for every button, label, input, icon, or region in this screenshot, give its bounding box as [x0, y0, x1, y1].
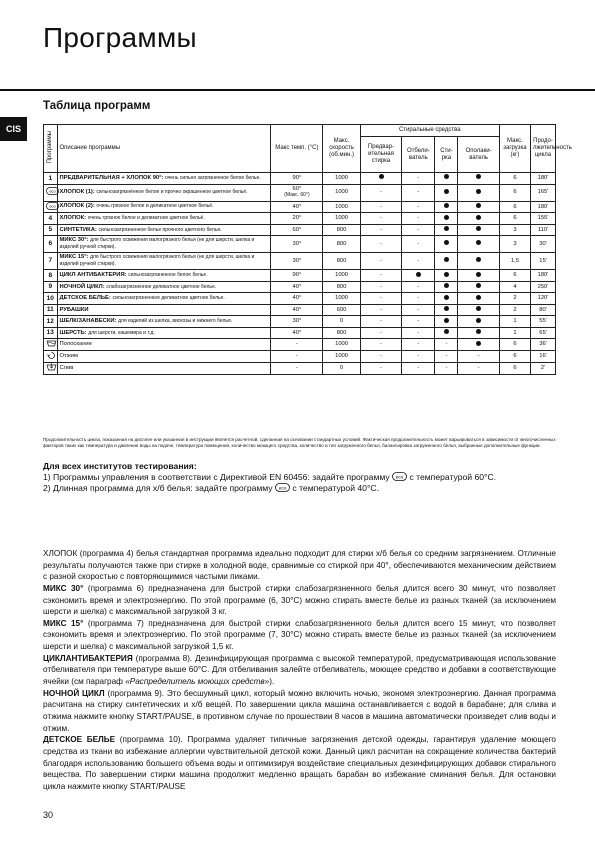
bleach-cell: -	[402, 253, 435, 270]
speed-cell: 1000	[323, 339, 360, 351]
program-description: РУБАШКИ	[57, 304, 271, 316]
table-row	[44, 201, 556, 213]
softener-cell	[458, 213, 500, 225]
col-softener-header: Ополаки-ватель	[458, 137, 500, 173]
duration-cell: 30'	[531, 236, 556, 253]
wash-cell	[435, 304, 458, 316]
load-cell: 3	[499, 236, 530, 253]
speed-cell: 800	[323, 281, 360, 293]
duration-cell: 2'	[531, 363, 556, 375]
program-description: ШЕРСТЬ: для шерсти, кашемира и т.д.	[57, 327, 271, 339]
para-baby-clothes: ДЕТСКОЕ БЕЛЬЕ (программа 10). Программа удаляет типичные загрязнения детской одежды, гарантируя удаление моющего средства из ткани во избежание аллергии чувствительной детской кожи. Данный цикл расчитан на сокращение количества бактерий благодаря использованию большего объема воды и оптимизируя воздействие специальных дезинфицирующих добавок стирального вещества. По завершении стирки машина продолжит медленно вращать барабан во избежание сминания белья. Для остановки цикла нажмите кнопку START/PAUSE	[43, 735, 556, 791]
load-cell: 1,5	[499, 253, 530, 270]
program-number: 10	[44, 293, 58, 305]
speed-cell: 1000	[323, 173, 360, 185]
yes-dot-icon	[444, 215, 449, 220]
program-number: 6	[44, 236, 58, 253]
prewash-cell: -	[360, 184, 402, 201]
svg-text:eco: eco	[49, 203, 56, 209]
program-icon-cell	[44, 184, 58, 201]
yes-dot-icon	[416, 272, 421, 277]
eco-cotton-icon	[275, 483, 290, 492]
prewash-cell: -	[360, 213, 402, 225]
temp-cell: -	[271, 363, 323, 375]
wash-cell: -	[435, 350, 458, 363]
softener-cell	[458, 281, 500, 293]
program-description: СИНТЕТИКА: сильнозагрязненное белье прочного цветного белья.	[57, 224, 271, 236]
test-institutes-note	[43, 461, 556, 495]
prewash-cell: -	[360, 270, 402, 282]
softener-cell	[458, 270, 500, 282]
duration-cell: 250'	[531, 281, 556, 293]
page-title: Программы	[43, 22, 197, 53]
wash-cell	[435, 173, 458, 185]
softener-cell	[458, 304, 500, 316]
program-number: 7	[44, 253, 58, 270]
duration-cell: 15'	[531, 253, 556, 270]
load-cell: 6	[499, 270, 530, 282]
load-cell: 1	[499, 327, 530, 339]
temp-cell: 40°	[271, 327, 323, 339]
table-row	[44, 253, 556, 270]
bleach-cell: -	[402, 363, 435, 375]
program-icon-cell	[44, 201, 58, 213]
temp-cell: -	[271, 350, 323, 363]
load-cell: 6	[499, 339, 530, 351]
speed-cell: 1000	[323, 213, 360, 225]
table-row	[44, 184, 556, 201]
yes-dot-icon	[476, 189, 481, 194]
yes-dot-icon	[476, 341, 481, 346]
speed-cell: 800	[323, 236, 360, 253]
speed-cell: 1000	[323, 270, 360, 282]
yes-dot-icon	[476, 257, 481, 262]
program-number: 8	[44, 270, 58, 282]
programs-table	[43, 124, 572, 375]
temp-cell: 30°	[271, 253, 323, 270]
program-description: Полоскание	[57, 339, 271, 351]
bleach-cell: -	[402, 350, 435, 363]
softener-cell	[458, 293, 500, 305]
temp-cell: 90°	[271, 173, 323, 185]
para-mix30: МИКС 30° (программа 6) предназначена для быстрой стирки слабозагрязненного белья длится всего 30 минут, что позволяет сэкономить время и электроэнергию. По этой программе (6, 30°C) можно стирать вместе белье из разных тканей (за исключением шерсти и шелка) с максимальной загрузкой 3 кг.	[43, 583, 556, 617]
speed-cell: 800	[323, 253, 360, 270]
prewash-cell: -	[360, 316, 402, 328]
program-description: ХЛОПОК (2): очень грязное белое и деликатное цветное бельё.	[57, 201, 271, 213]
temp-cell: 20°	[271, 213, 323, 225]
softener-cell: -	[458, 363, 500, 375]
speed-cell: 800	[323, 224, 360, 236]
col-speed-header: Макс. скорость (об.мин.)	[323, 125, 360, 173]
speed-cell: 600	[323, 304, 360, 316]
yes-dot-icon	[476, 203, 481, 208]
wash-cell	[435, 293, 458, 305]
prewash-cell: -	[360, 363, 402, 375]
yes-dot-icon	[379, 174, 384, 179]
yes-dot-icon	[444, 189, 449, 194]
yes-dot-icon	[444, 257, 449, 262]
program-number: 5	[44, 224, 58, 236]
program-description: Слив	[57, 363, 271, 375]
bleach-cell: -	[402, 201, 435, 213]
col-load-header: Макс. загрузка (кг)	[499, 125, 530, 173]
load-cell: 2	[499, 304, 530, 316]
load-cell: 6	[499, 173, 530, 185]
temp-cell: 40°	[271, 293, 323, 305]
temp-cell: 40°	[271, 304, 323, 316]
bleach-cell: -	[402, 213, 435, 225]
table-row	[44, 327, 556, 339]
softener-cell	[458, 173, 500, 185]
col-temp-header: Макс темп. (°С)	[271, 125, 323, 173]
load-cell: 2	[499, 293, 530, 305]
wash-cell: -	[435, 339, 458, 351]
table-row	[44, 173, 556, 185]
yes-dot-icon	[476, 215, 481, 220]
prewash-cell: -	[360, 293, 402, 305]
program-description: МИКС 15°: для быстрого освежения малогрязного белья (не для шерсти, шелка и изделий ручной стирки).	[57, 253, 271, 270]
col-wash-header: Сти-рка	[435, 137, 458, 173]
wash-cell	[435, 327, 458, 339]
duration-cell: 180'	[531, 270, 556, 282]
yes-dot-icon	[476, 295, 481, 300]
fine-print: Продолжительность цикла, показанная на дисплее или указанная в инструкции является расчетной, сделанная на основании стандартных условий. Фактическая продолжительность может варьироваться в зависимости от многочисленных факторов таких как температура и давление воды на подаче, температура помещения, количество моющего средства, количество и тип загруженного белья, балансировка загруженного белья, выбранные дополнительные функции.	[43, 437, 556, 448]
temp-cell: 60°	[271, 224, 323, 236]
bleach-cell: -	[402, 293, 435, 305]
program-descriptions	[43, 548, 556, 792]
col-desc-header: Описание программы	[57, 125, 271, 173]
svg-text:eco: eco	[278, 485, 287, 491]
table-row	[44, 304, 556, 316]
prewash-cell: -	[360, 253, 402, 270]
table-row	[44, 270, 556, 282]
wash-cell	[435, 184, 458, 201]
program-number: 9	[44, 281, 58, 293]
duration-cell: 180'	[531, 201, 556, 213]
eco-cotton-icon	[392, 472, 407, 481]
wash-cell: -	[435, 363, 458, 375]
softener-cell	[458, 201, 500, 213]
duration-cell: 80'	[531, 304, 556, 316]
duration-cell: 55'	[531, 316, 556, 328]
eco-cotton-icon	[46, 202, 59, 213]
program-icon-cell	[44, 350, 58, 363]
speed-cell: 0	[323, 316, 360, 328]
para-cotton: ХЛОПОК (программа 4) белья стандартная программа идеально подходит для стирки х/б белья со средним загрязнением. Отличные результаты получаются также при стирке в холодной воде, сравнимые со стиркой при 40°, обеспечиваются механическим действием с разной скоростью с повторяющимися частыми пиками.	[43, 549, 556, 582]
table-row	[44, 213, 556, 225]
program-description: ДЕТСКОЕ БЕЛЬЕ: сильнозагрязненное деликатное цветное белье.	[57, 293, 271, 305]
softener-cell	[458, 339, 500, 351]
bleach-cell: -	[402, 184, 435, 201]
wash-cell	[435, 224, 458, 236]
yes-dot-icon	[476, 272, 481, 277]
yes-dot-icon	[476, 226, 481, 231]
yes-dot-icon	[476, 240, 481, 245]
temp-cell: 90°	[271, 270, 323, 282]
duration-cell: 110'	[531, 224, 556, 236]
prewash-cell: -	[360, 350, 402, 363]
program-number: 4	[44, 213, 58, 225]
col-duration-header: Продо-лжительность цикла	[531, 125, 556, 173]
prewash-cell: -	[360, 236, 402, 253]
load-cell: 6	[499, 213, 530, 225]
bleach-cell: -	[402, 339, 435, 351]
yes-dot-icon	[444, 203, 449, 208]
program-description: Отжим	[57, 350, 271, 363]
wash-cell	[435, 316, 458, 328]
yes-dot-icon	[444, 174, 449, 179]
yes-dot-icon	[476, 283, 481, 288]
tests-line-1: 1) Программы управления в соответствии с Директивой EN 60456: задайте программу eco с температурой 60°C.	[43, 472, 497, 483]
program-number: 1	[44, 173, 58, 185]
speed-cell: 800	[323, 327, 360, 339]
program-description: ХЛОПОК: очень грязное белое и деликатное цветное бельё.	[57, 213, 271, 225]
load-cell: 6	[499, 201, 530, 213]
table-row	[44, 281, 556, 293]
yes-dot-icon	[444, 283, 449, 288]
load-cell: 3	[499, 224, 530, 236]
softener-cell	[458, 316, 500, 328]
speed-cell: 1000	[323, 184, 360, 201]
bleach-cell: -	[402, 173, 435, 185]
title-rule	[0, 89, 595, 91]
duration-cell: 65'	[531, 327, 556, 339]
yes-dot-icon	[444, 329, 449, 334]
temp-cell: 40°	[271, 201, 323, 213]
load-cell: 4	[499, 281, 530, 293]
yes-dot-icon	[476, 306, 481, 311]
softener-cell: -	[458, 350, 500, 363]
wash-cell	[435, 270, 458, 282]
program-icon-cell	[44, 339, 58, 351]
tests-heading: Для всех институтов тестирования:	[43, 461, 197, 471]
prewash-cell: -	[360, 201, 402, 213]
para-night-cycle: НОЧНОЙ ЦИКЛ (программа 9). Это бесшумный цикл, который можно включить ночью, экономя электроэнергию. Данная программа расчитана на стирку синтетических и х/б вещей. По завершении цикла машина останавливается с водой в барабане; для слива и отжима нажмите кнопку START/PAUSE, в противном случае по прошествии 8 часов в машина автоматически произведет слив воды и отжим.	[43, 688, 556, 733]
page-number: 30	[43, 810, 54, 820]
temp-cell: 40°	[271, 281, 323, 293]
col-bleach-header: Отбели-ватель	[402, 137, 435, 173]
yes-dot-icon	[444, 272, 449, 277]
col-detergents-header: Стиральные средства	[360, 125, 499, 137]
duration-cell: 155'	[531, 213, 556, 225]
duration-cell: 180'	[531, 173, 556, 185]
bleach-cell: -	[402, 304, 435, 316]
duration-cell: 16'	[531, 350, 556, 363]
bleach-cell: -	[402, 224, 435, 236]
table-row	[44, 339, 556, 351]
wash-cell	[435, 213, 458, 225]
yes-dot-icon	[476, 174, 481, 179]
tests-line-2: 2) Длинная программа для х/б белья: задайте программу eco с температурой 40°C.	[43, 483, 379, 494]
load-cell: 1	[499, 316, 530, 328]
eco-cotton-icon	[46, 187, 59, 198]
drain-icon	[46, 363, 57, 374]
temp-cell: -	[271, 339, 323, 351]
program-description: МИКС 30°: для быстрого освежения малогрязного белья (не для шерсти, шелка и изделий ручной стирки).	[57, 236, 271, 253]
prewash-cell: -	[360, 304, 402, 316]
yes-dot-icon	[444, 295, 449, 300]
load-cell: 6	[499, 350, 530, 363]
yes-dot-icon	[476, 318, 481, 323]
duration-cell: 36'	[531, 339, 556, 351]
prewash-cell: -	[360, 224, 402, 236]
program-description: ШЕЛК/ЗАНАВЕСКИ: для изделий из шелка, вискозы и нижнего белья.	[57, 316, 271, 328]
cis-tab: CIS	[0, 117, 27, 141]
program-number: 13	[44, 327, 58, 339]
section-title: Таблица программ	[43, 100, 151, 112]
yes-dot-icon	[476, 329, 481, 334]
speed-cell: 1000	[323, 350, 360, 363]
para-antibacteria: ЦИКЛАНТИБАКТЕРИЯ (программа 8). Дезинфицирующая программа с высокой температурой, предусматривающая использование отбеливателя при температуре выше 60°C. Для отбеливания залейте отбеливатель, моющее средство и добавки в соответствующие ячейки (см параграф «Распределитель моющих средств»).	[43, 653, 556, 687]
temp-cell: 30°	[271, 236, 323, 253]
table-row	[44, 293, 556, 305]
wash-cell	[435, 253, 458, 270]
table-row	[44, 363, 556, 375]
para-mix15: МИКС 15° (программа 7) предназначена для быстрой стирки слабозагрязненного белья длится всего 15 минут, что позволяет сэкономить время и электроэнергию. По этой программе (7, 30°C) можно стирать вместе белье из разных тканей (за исключением шерсти и шелка) с максимальной загрузкой 1,5 кг.	[43, 618, 556, 652]
wash-cell	[435, 201, 458, 213]
softener-cell	[458, 184, 500, 201]
bleach-cell: -	[402, 327, 435, 339]
table-row	[44, 224, 556, 236]
bleach-cell: -	[402, 281, 435, 293]
table-row	[44, 350, 556, 363]
spin-icon	[46, 351, 57, 363]
rinse-icon	[46, 339, 57, 350]
col-prewash-header: Предвар-ительная стирка	[360, 137, 402, 173]
softener-cell	[458, 224, 500, 236]
prewash-cell: -	[360, 281, 402, 293]
yes-dot-icon	[444, 226, 449, 231]
prewash-cell: -	[360, 327, 402, 339]
program-number: 11	[44, 304, 58, 316]
program-description: ЦИКЛ АНТИБАКТЕРИЯ: сильнозагрязненное белое белье.	[57, 270, 271, 282]
bleach-cell: -	[402, 236, 435, 253]
softener-cell	[458, 253, 500, 270]
speed-cell: 0	[323, 363, 360, 375]
program-description: ПРЕДВАРИТЕЛЬНАЯ + ХЛОПОК 90°: очень сильно загрязненное белое белье.	[57, 173, 271, 185]
load-cell: 6	[499, 184, 530, 201]
yes-dot-icon	[444, 306, 449, 311]
svg-text:eco: eco	[49, 188, 56, 194]
yes-dot-icon	[444, 318, 449, 323]
wash-cell	[435, 281, 458, 293]
program-icon-cell	[44, 363, 58, 375]
duration-cell: 120'	[531, 293, 556, 305]
table-row	[44, 236, 556, 253]
wash-cell	[435, 236, 458, 253]
program-number: 12	[44, 316, 58, 328]
softener-cell	[458, 236, 500, 253]
bleach-cell	[402, 270, 435, 282]
speed-cell: 1000	[323, 293, 360, 305]
speed-cell: 1000	[323, 201, 360, 213]
load-cell: 6	[499, 363, 530, 375]
program-description: ХЛОПОК (1): сильнозагрязнённое белое и прочно окрашенное цветное бельё.	[57, 184, 271, 201]
prewash-cell	[360, 173, 402, 185]
table-row	[44, 316, 556, 328]
duration-cell: 165'	[531, 184, 556, 201]
bleach-cell: -	[402, 316, 435, 328]
temp-cell: 30°	[271, 316, 323, 328]
prewash-cell: -	[360, 339, 402, 351]
temp-cell: 60° (Макс. 60°)	[271, 184, 323, 201]
svg-text:eco: eco	[395, 474, 404, 480]
softener-cell	[458, 327, 500, 339]
yes-dot-icon	[444, 240, 449, 245]
col-program-header: Программы	[44, 125, 58, 173]
program-description: НОЧНОЙ ЦИКЛ: слабозагрязненное деликатное цветное белье.	[57, 281, 271, 293]
